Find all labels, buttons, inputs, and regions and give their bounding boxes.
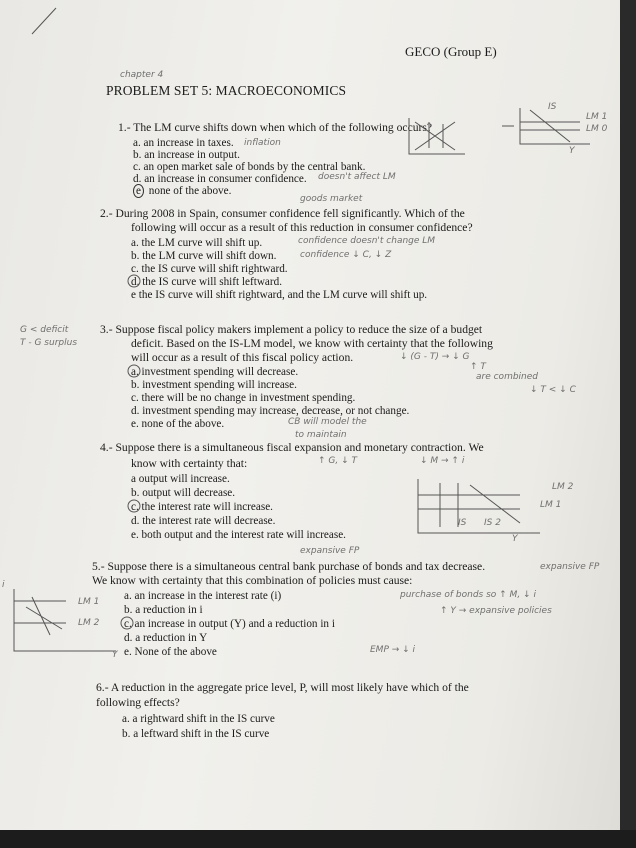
hw-q3-right3: are combined xyxy=(476,372,539,382)
handwritten-chapter: chapter 4 xyxy=(120,70,164,80)
graph-label-lm0: LM 0 xyxy=(586,124,608,134)
q5-option-a: a. an increase in the interest rate (i) xyxy=(124,590,282,602)
hw-q5-right1: expansive FP xyxy=(540,562,600,572)
desk-edge xyxy=(0,830,636,848)
pen-stroke-mark xyxy=(30,6,60,36)
q3-answer-circle xyxy=(127,364,141,378)
graph-label-y-c: Y xyxy=(112,650,118,660)
question-3-stem-line3: will occur as a result of this fiscal policy action. xyxy=(131,351,354,364)
hw-q5-right2: purchase of bonds so ↑ M, ↓ i xyxy=(400,590,536,600)
question-4-stem-line1: 4.- Suppose there is a simultaneous fiscal expansion and monetary contraction. We xyxy=(100,441,484,454)
q2-answer-circle xyxy=(127,274,141,288)
q2-option-b: b. the LM curve will shift down. xyxy=(131,250,277,262)
q4-option-a: a output will increase. xyxy=(131,473,230,485)
graph-label-lm2-c: LM 2 xyxy=(78,618,100,628)
answer-circle: e xyxy=(133,184,144,198)
q1-option-b: b. an increase in output. xyxy=(133,149,240,161)
question-2-stem-line1: 2.- During 2008 in Spain, consumer confidence fell significantly. Which of the xyxy=(100,207,465,220)
question-2-stem-line2: following will occur as a result of this reduction in consumer confidence? xyxy=(131,221,473,234)
question-5-stem-line1: 5.- Suppose there is a simultaneous central bank purchase of bonds and tax decrease. xyxy=(92,560,486,573)
hw-q1-note: inflation xyxy=(244,138,281,148)
question-6-stem-line1: 6.- A reduction in the aggregate price level, P, will most likely have which of the xyxy=(96,681,469,694)
hw-q3-left1: G < deficit xyxy=(20,325,69,335)
graph-label-is: IS xyxy=(548,102,557,112)
q5-option-d: d. a reduction in Y xyxy=(124,632,208,644)
q1-islm-sketch-left xyxy=(405,114,485,159)
hw-q3-cb1: CB will model the xyxy=(288,417,367,427)
graph-label-lm1: LM 1 xyxy=(586,112,608,122)
q3-option-d: d. investment spending may increase, decrease, or not change. xyxy=(131,405,410,417)
hw-q3-cb2: to maintain xyxy=(295,430,347,440)
q3-option-c: c. there will be no change in investment spending. xyxy=(131,392,356,404)
q4-islm-sketch xyxy=(410,475,550,540)
q6-option-a: a. a rightward shift in the IS curve xyxy=(122,713,275,725)
hw-q3-right1: ↓ (G - T) → ↓ G xyxy=(400,352,470,362)
q3-option-a: a. investment spending will decrease. xyxy=(131,366,299,378)
hw-q2-above: goods market xyxy=(300,194,363,204)
q3-option-b: b. investment spending will increase. xyxy=(131,379,297,391)
question-6-stem-line2: following effects? xyxy=(96,696,180,709)
q6-option-b: b. a leftward shift in the IS curve xyxy=(122,728,270,740)
q2-option-c: c. the IS curve will shift rightward. xyxy=(131,263,288,275)
page-header: GECO (Group E) xyxy=(405,44,497,59)
hw-q4-lm: ↓ M → ↑ i xyxy=(420,456,465,466)
hw-q3-right4: ↓ T < ↓ C xyxy=(530,385,576,395)
question-3-stem-line1: 3.- Suppose fiscal policy makers implement a policy to reduce the size of a budget xyxy=(100,323,483,336)
graph-label-lm2: LM 2 xyxy=(552,482,574,492)
q4-option-b: b. output will decrease. xyxy=(131,487,236,499)
q2-option-a: a. the LM curve will shift up. xyxy=(131,237,263,249)
q1-option-e xyxy=(133,185,231,198)
graph-label-is-b: IS xyxy=(458,518,467,528)
question-4-stem-line2: know with certainty that: xyxy=(131,457,248,470)
q2-option-d: d. the IS curve will shift leftward. xyxy=(131,276,282,288)
q4-option-e: e. both output and the interest rate will increase. xyxy=(131,529,346,541)
question-5-stem-line2: We know with certainty that this combination of policies must cause: xyxy=(92,574,413,587)
q1-option-e-text: none of the above. xyxy=(145,185,232,197)
hw-q3-right2: ↑ T xyxy=(470,362,486,372)
hw-q5-emp: EMP → ↓ i xyxy=(370,645,416,655)
hw-q2-a: confidence doesn't change LM xyxy=(298,236,436,246)
q5-option-c: c. an increase in output (Y) and a reduction in i xyxy=(124,618,335,630)
q5-islm-sketch xyxy=(6,585,126,657)
q5-option-b: b. a reduction in i xyxy=(124,604,203,616)
question-3-stem-line2: deficit. Based on the IS-LM model, we know with certainty that the following xyxy=(131,337,493,350)
hw-q5-above: expansive FP xyxy=(300,546,360,556)
q5-option-e: e. None of the above xyxy=(124,646,217,658)
question-1-stem: 1.- The LM curve shifts down when which of the following occurs? xyxy=(118,121,433,134)
graph-label-lm1-c: LM 1 xyxy=(78,597,100,607)
graph-label-y: Y xyxy=(569,146,575,156)
q2-option-e: e the IS curve will shift rightward, and the LM curve will shift up. xyxy=(131,289,428,301)
graph-label-lm1-b: LM 1 xyxy=(540,500,562,510)
q4-option-d: d. the interest rate will decrease. xyxy=(131,515,276,527)
hw-q3-left2: T - G surplus xyxy=(20,338,78,348)
q3-option-e: e. none of the above. xyxy=(131,418,225,430)
graph-label-is2: IS 2 xyxy=(484,518,501,528)
page-title: PROBLEM SET 5: MACROECONOMICS xyxy=(106,83,347,98)
hw-q2-b: confidence ↓ C, ↓ Z xyxy=(300,250,392,260)
q4-option-c: c. the interest rate will increase. xyxy=(131,501,273,513)
hw-q4-under: ↑ G, ↓ T xyxy=(318,456,357,466)
q1-option-c: c. an open market sale of bonds by the central bank. xyxy=(133,161,366,173)
hw-q5-right3: ↑ Y → expansive policies xyxy=(440,606,552,616)
q1-option-d: d. an increase in consumer confidence. xyxy=(133,173,307,185)
q4-answer-circle xyxy=(127,499,141,513)
graph-label-i: i xyxy=(2,580,5,590)
graph-label-y-b: Y xyxy=(512,534,518,544)
q1-option-a: a. an increase in taxes. xyxy=(133,137,234,149)
hw-q1-d: doesn't affect LM xyxy=(318,172,396,182)
